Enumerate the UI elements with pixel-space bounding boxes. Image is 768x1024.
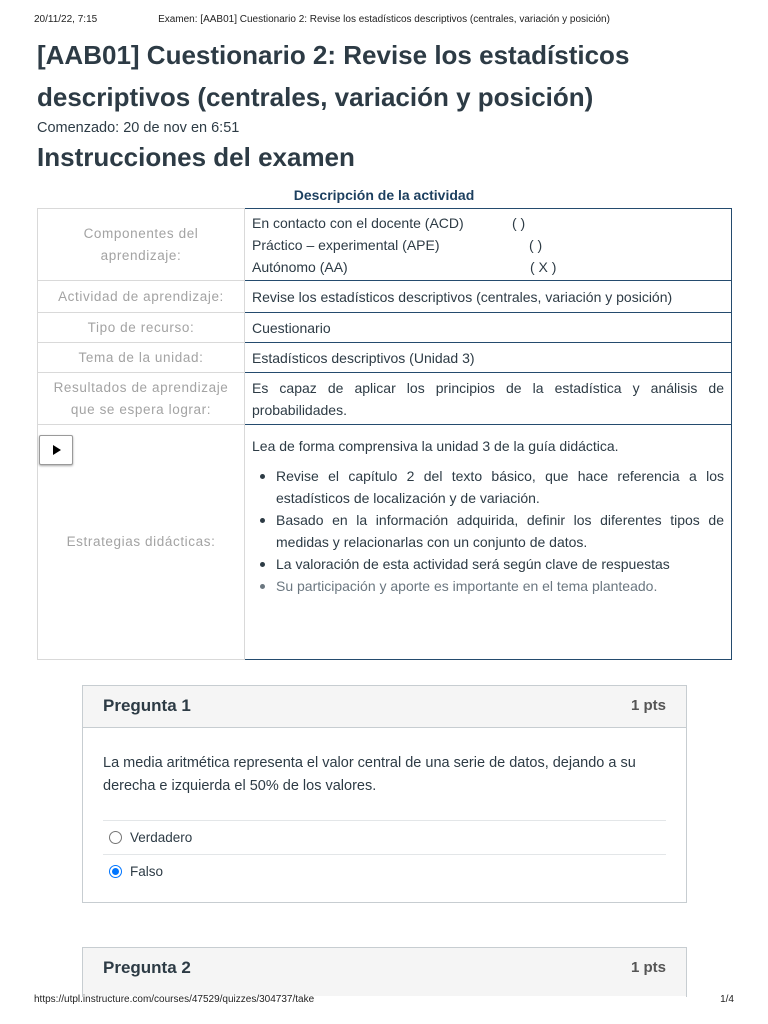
- question-text: La media aritmética representa el valor central de una serie de datos, dejando a su derecha e izquierda el 50% de los valores.: [103, 755, 636, 794]
- strategies-value: [245, 425, 732, 660]
- strategy-item: Basado en la información adquirida, definir los diferentes tipos de medidas y relacionarlas con un conjunto de datos.: [252, 509, 724, 553]
- row-unit: [38, 343, 732, 373]
- page-number: 1/4: [720, 994, 734, 1005]
- components-label: Componentes del aprendizaje:: [38, 209, 245, 281]
- component-name: Práctico – experimental (APE): [252, 236, 440, 253]
- print-footer: [34, 994, 734, 1005]
- answer-option-verdadero[interactable]: [103, 820, 666, 854]
- row-resource: [38, 313, 732, 343]
- question-title: Pregunta 1: [103, 696, 191, 715]
- radio-button-selected[interactable]: [109, 865, 122, 878]
- component-acd: [252, 212, 724, 234]
- print-date: 20/11/22, 7:15: [34, 14, 98, 25]
- print-url: https://utpl.instructure.com/courses/47529/quizzes/304737/take: [34, 994, 315, 1005]
- strategy-item: Su participación y aporte es importante en el tema planteado.: [252, 575, 724, 597]
- component-mark: ( ): [529, 236, 543, 253]
- resource-label: Tipo de recurso:: [38, 313, 245, 343]
- strategies-intro: Lea de forma comprensiva la unidad 3 de la guía didáctica.: [252, 438, 619, 454]
- question-points: 1 pts: [630, 959, 666, 976]
- answer-option-falso[interactable]: [103, 854, 666, 888]
- row-activity: [38, 281, 732, 313]
- question-1: [82, 685, 687, 903]
- strategies-label: Estrategias didácticas:: [66, 534, 216, 549]
- media-play-button[interactable]: [39, 435, 73, 465]
- strategies-cell: [38, 425, 245, 660]
- started-timestamp: Comenzado: 20 de nov en 6:51: [37, 120, 240, 136]
- components-value: [245, 209, 732, 281]
- question-header: [83, 686, 686, 728]
- strategies-list: [252, 465, 724, 605]
- component-mark: ( X ): [530, 258, 557, 275]
- question-title: Pregunta 2: [103, 958, 191, 977]
- component-ape: [252, 234, 724, 256]
- component-mark: ( ): [512, 214, 526, 231]
- strategy-item: La valoración de esta actividad será según clave de respuestas: [252, 553, 724, 575]
- unit-value: Estadísticos descriptivos (Unidad 3): [245, 343, 732, 373]
- print-title: Examen: [AAB01] Cuestionario 2: Revise los estadísticos descriptivos (centrales, variación y posición): [158, 14, 610, 25]
- activity-caption: Descripción de la actividad: [293, 187, 475, 203]
- question-points: 1 pts: [630, 697, 666, 714]
- row-strategies: [38, 425, 732, 660]
- answer-label[interactable]: Falso: [130, 864, 164, 879]
- question-body: [83, 728, 686, 902]
- question-2: [82, 947, 687, 997]
- answer-list: [103, 820, 666, 888]
- print-header: [34, 14, 734, 28]
- row-components: [38, 209, 732, 281]
- unit-label: Tema de la unidad:: [38, 343, 245, 373]
- component-aa: [252, 256, 724, 278]
- results-label: Resultados de aprendizaje que se espera lograr:: [38, 373, 245, 425]
- resource-value: Cuestionario: [245, 313, 732, 343]
- strategy-item: Revise el capítulo 2 del texto básico, que hace referencia a los estadísticos de localización y de variación.: [252, 465, 724, 509]
- answer-label[interactable]: Verdadero: [130, 830, 193, 845]
- radio-button[interactable]: [109, 831, 122, 844]
- activity-table: [37, 208, 732, 660]
- activity-label: Actividad de aprendizaje:: [38, 281, 245, 313]
- results-value: Es capaz de aplicar los principios de la estadística y análisis de probabilidades.: [245, 373, 732, 425]
- row-results: [38, 373, 732, 425]
- instructions-title: Instrucciones del examen: [37, 142, 355, 172]
- question-header: [83, 948, 686, 996]
- play-icon: [53, 445, 61, 455]
- component-name: En contacto con el docente (ACD): [252, 214, 464, 231]
- page-title: [AAB01] Cuestionario 2: Revise los estadísticos descriptivos (centrales, variación y posición): [37, 40, 630, 112]
- component-name: Autónomo (AA): [252, 258, 348, 275]
- activity-value: Revise los estadísticos descriptivos (centrales, variación y posición): [245, 281, 732, 313]
